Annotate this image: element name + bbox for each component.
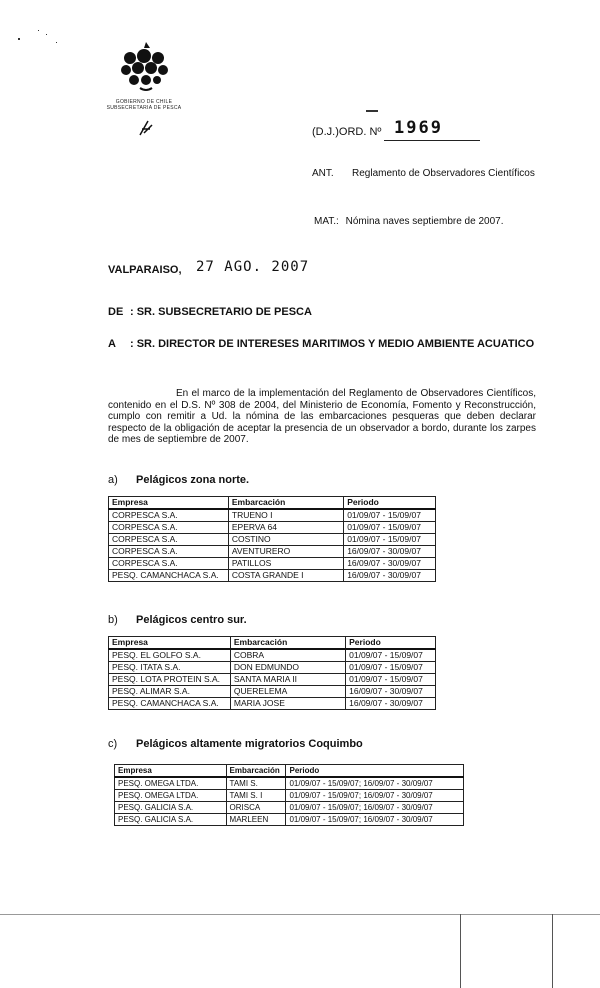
table-row <box>115 802 464 814</box>
ant-reference <box>312 168 536 180</box>
table-row <box>115 777 464 790</box>
table-row <box>109 649 436 662</box>
table-header-row <box>109 497 436 510</box>
cell-empresa: CORPESCA S.A. <box>109 546 229 558</box>
cell-periodo: 01/09/07 - 15/09/07; 16/09/07 - 30/09/07 <box>286 814 464 826</box>
scan-speck <box>38 30 39 31</box>
cell-periodo: 01/09/07 - 15/09/07 <box>344 509 436 522</box>
from-key: DE <box>108 306 124 318</box>
cell-empresa: PESQ. GALICIA S.A. <box>115 814 227 826</box>
header-empresa: Empresa <box>109 637 231 650</box>
cell-periodo: 01/09/07 - 15/09/07 <box>346 649 436 662</box>
header-periodo: Periodo <box>286 765 464 778</box>
cell-empresa: PESQ. CAMANCHACA S.A. <box>109 698 231 710</box>
cell-empresa: PESQ. ALIMAR S.A. <box>109 686 231 698</box>
cell-periodo: 01/09/07 - 15/09/07 <box>346 674 436 686</box>
to-line <box>108 338 534 350</box>
cell-embarcacion: MARLEEN <box>226 814 286 826</box>
cell-embarcacion: COSTA GRANDE I <box>228 570 343 582</box>
mat-reference <box>314 216 544 228</box>
table-row <box>109 686 436 698</box>
cell-embarcacion: SANTA MARIA II <box>230 674 345 686</box>
to-value: : SR. DIRECTOR DE INTERESES MARITIMOS Y MEDIO AMBIENTE ACUATICO <box>130 338 535 350</box>
table-row <box>109 570 436 582</box>
table-row <box>109 662 436 674</box>
section-c-table <box>114 764 464 826</box>
table-row <box>109 522 436 534</box>
ant-value: Reglamento de Observadores Científicos <box>352 168 535 179</box>
cell-periodo: 16/09/07 - 30/09/07 <box>344 570 436 582</box>
seal-mark-icon <box>104 115 188 139</box>
table-row <box>109 558 436 570</box>
ord-underline <box>384 140 480 141</box>
cell-periodo: 01/09/07 - 15/09/07; 16/09/07 - 30/09/07 <box>286 802 464 814</box>
section-a-table <box>108 496 436 582</box>
cell-embarcacion: COSTINO <box>228 534 343 546</box>
cell-periodo: 01/09/07 - 15/09/07 <box>344 522 436 534</box>
cell-embarcacion: TRUENO I <box>228 509 343 522</box>
section-b-title <box>108 614 247 626</box>
cell-empresa: CORPESCA S.A. <box>109 522 229 534</box>
cell-periodo: 16/09/07 - 30/09/07 <box>344 558 436 570</box>
from-value: : SR. SUBSECRETARIO DE PESCA <box>130 306 312 318</box>
section-c-title <box>108 738 363 750</box>
table-row <box>109 674 436 686</box>
scan-edge-line-2 <box>552 914 553 988</box>
table-row <box>115 814 464 826</box>
scan-speck <box>18 38 20 40</box>
cell-periodo: 01/09/07 - 15/09/07; 16/09/07 - 30/09/07 <box>286 777 464 790</box>
header-empresa: Empresa <box>115 765 227 778</box>
date-stamp: 27 AGO. 2007 <box>196 259 310 275</box>
cell-empresa: PESQ. OMEGA LTDA. <box>115 777 227 790</box>
section-a-name: Pelágicos zona norte. <box>136 474 250 486</box>
cell-empresa: CORPESCA S.A. <box>109 534 229 546</box>
to-key: A <box>108 338 116 350</box>
cell-embarcacion: MARIA JOSE <box>230 698 345 710</box>
table-header-row <box>115 765 464 778</box>
table-row <box>109 509 436 522</box>
cell-empresa: CORPESCA S.A. <box>109 558 229 570</box>
scan-speck <box>56 42 57 43</box>
mat-value: Nómina naves septiembre de 2007. <box>345 216 504 227</box>
logo-line-2: SUBSECRETARIA DE PESCA <box>106 105 182 111</box>
header-periodo: Periodo <box>346 637 436 650</box>
cell-embarcacion: PATILLOS <box>228 558 343 570</box>
cell-embarcacion: TAMI S. <box>226 777 286 790</box>
header-embarcacion: Embarcación <box>226 765 286 778</box>
logo-icon <box>104 38 188 94</box>
cell-embarcacion: AVENTURERO <box>228 546 343 558</box>
cell-embarcacion: ORISCA <box>226 802 286 814</box>
cell-periodo: 16/09/07 - 30/09/07 <box>344 546 436 558</box>
table-header-row <box>109 637 436 650</box>
table-row <box>109 534 436 546</box>
logo-line-1: GOBIERNO DE CHILE <box>115 99 173 105</box>
table-row <box>109 546 436 558</box>
section-a-letter: a) <box>108 474 118 486</box>
header-empresa: Empresa <box>109 497 229 510</box>
cell-embarcacion: TAMI S. I <box>226 790 286 802</box>
cell-empresa: PESQ. ITATA S.A. <box>109 662 231 674</box>
scan-edge-line <box>460 914 461 988</box>
section-a-title <box>108 474 249 486</box>
cell-embarcacion: DON EDMUNDO <box>230 662 345 674</box>
place: VALPARAISO, <box>108 264 182 276</box>
ord-number: 1969 <box>394 118 443 138</box>
cell-embarcacion: EPERVA 64 <box>228 522 343 534</box>
government-logo <box>104 38 188 138</box>
cell-empresa: PESQ. GALICIA S.A. <box>115 802 227 814</box>
section-b-table <box>108 636 436 710</box>
cell-empresa: PESQ. CAMANCHACA S.A. <box>109 570 229 582</box>
ord-tick <box>366 110 378 112</box>
cell-periodo: 01/09/07 - 15/09/07 <box>344 534 436 546</box>
cell-empresa: PESQ. LOTA PROTEIN S.A. <box>109 674 231 686</box>
header-embarcacion: Embarcación <box>230 637 345 650</box>
header-periodo: Periodo <box>344 497 436 510</box>
cell-periodo: 01/09/07 - 15/09/07 <box>346 662 436 674</box>
cell-embarcacion: COBRA <box>230 649 345 662</box>
cell-periodo: 16/09/07 - 30/09/07 <box>346 686 436 698</box>
body-paragraph: En el marco de la implementación del Reglamento de Observadores Científicos, contenido en el D.S. Nº 308 de 2004, del Ministerio de Economía, Fomento y Reconstrucción, cumplo con remitir a Ud. la nómina de las embarcaciones pesqueras que deben declarar respecto de la obligación de aceptar la presencia de un observador a bordo, durante los zarpes de mes de septiembre de 2007. <box>108 388 536 445</box>
scan-speck <box>46 34 47 35</box>
ord-label: (D.J.)ORD. Nº <box>312 126 382 138</box>
mat-key: MAT.: <box>314 216 339 227</box>
table-row <box>115 790 464 802</box>
header-embarcacion: Embarcación <box>228 497 343 510</box>
table-row <box>109 698 436 710</box>
scan-fold-line <box>0 914 600 915</box>
cell-embarcacion: QUERELEMA <box>230 686 345 698</box>
cell-periodo: 16/09/07 - 30/09/07 <box>346 698 436 710</box>
section-c-letter: c) <box>108 738 118 750</box>
cell-empresa: CORPESCA S.A. <box>109 509 229 522</box>
section-b-name: Pelágicos centro sur. <box>136 614 247 626</box>
section-b-letter: b) <box>108 614 118 626</box>
section-c-name: Pelágicos altamente migratorios Coquimbo <box>136 738 363 750</box>
ant-key: ANT. <box>312 168 334 179</box>
cell-periodo: 01/09/07 - 15/09/07; 16/09/07 - 30/09/07 <box>286 790 464 802</box>
from-line <box>108 306 312 318</box>
cell-empresa: PESQ. OMEGA LTDA. <box>115 790 227 802</box>
cell-empresa: PESQ. EL GOLFO S.A. <box>109 649 231 662</box>
